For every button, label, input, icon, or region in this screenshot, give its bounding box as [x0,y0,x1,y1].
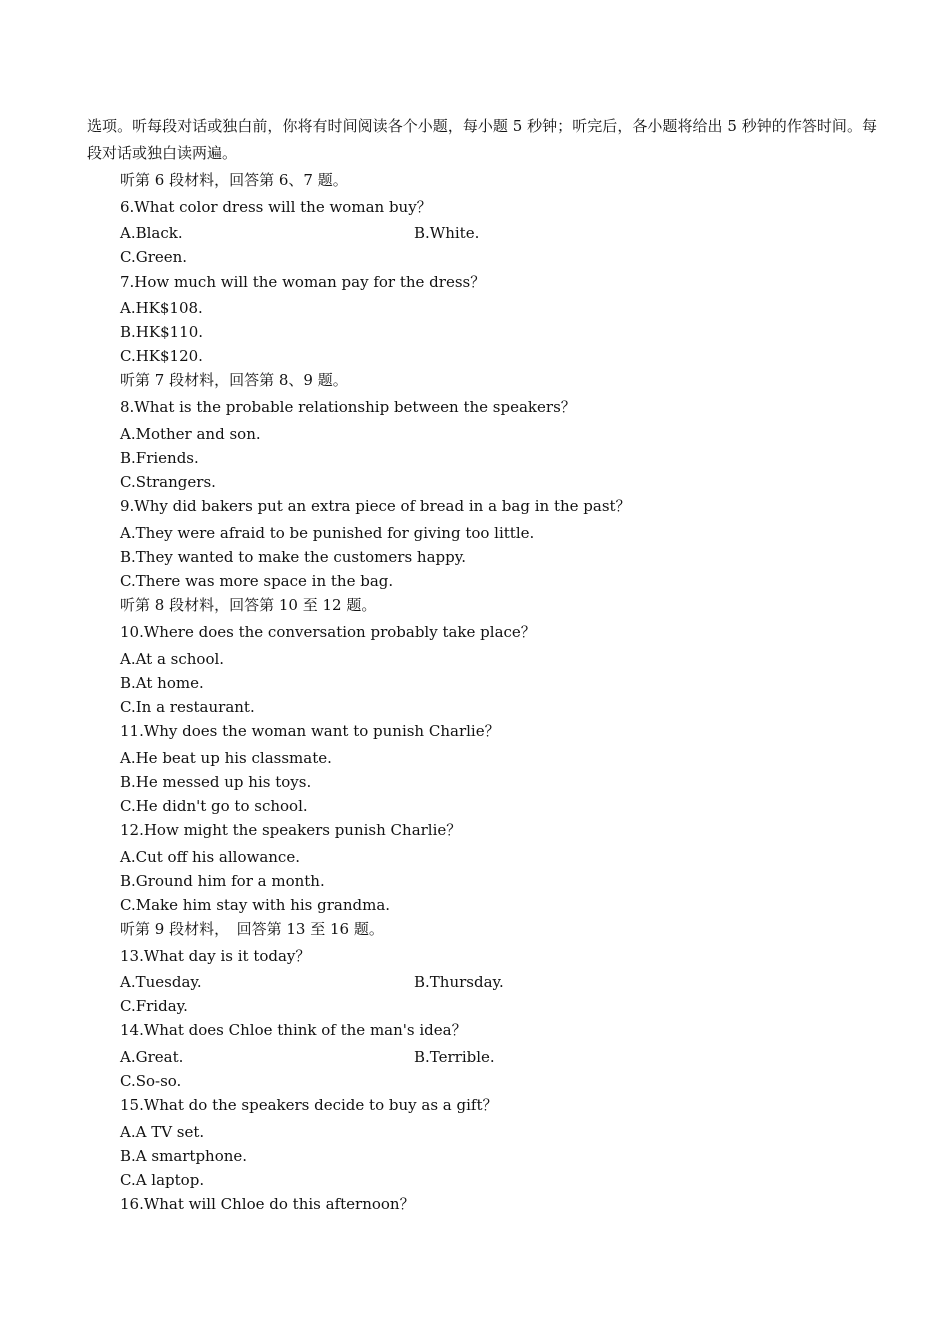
question-text: 7.How much will the woman pay for the dress？ [120,273,486,291]
section-heading: 听第 9 段材料， 回答第 13 至 16 题。 [120,920,384,938]
option-a: A.Cut off his allowance. [120,848,300,866]
question-text: 8.What is the probable relationship between the speakers？ [120,398,576,416]
question-text: 10.Where does the conversation probably take place？ [120,623,536,641]
section-heading: 听第 8 段材料，回答第 10 至 12 题。 [120,596,377,614]
option-c: C.So-so. [120,1072,182,1090]
option-a: A.They were afraid to be punished for giving too little. [120,524,535,542]
intro-paragraph: 选项。听每段对话或独白前，你将有时间阅读各个小题，每小题 5 秒钟；听完后，各小题将给出 5 秒钟的作答时间。每段对话或独白读两遍。 [87,117,877,162]
option-b: B.At home. [120,674,204,692]
question-text: 14.What does Chloe think of the man's idea？ [120,1021,467,1039]
option-c: C.HK$120. [120,347,203,365]
option-a: A.Black. [120,224,183,242]
option-a: A.Great. [120,1048,184,1066]
option-b: B.HK$110. [120,323,204,341]
section-heading: 听第 7 段材料，回答第 8、9 题。 [120,371,348,389]
option-c: C.In a restaurant. [120,698,255,716]
option-a: A.A TV set. [120,1123,205,1141]
option-c: C.Green. [120,248,188,266]
option-c: C.A laptop. [120,1171,205,1189]
option-c: C.Friday. [120,997,188,1015]
question-text: 6.What color dress will the woman buy？ [120,198,432,216]
question-text: 12.How might the speakers punish Charlie？ [120,821,462,839]
option-b: B.White. [414,224,480,242]
option-b: B.Ground him for a month. [120,872,325,890]
option-c: C.Strangers. [120,473,216,491]
option-a: A.He beat up his classmate. [120,749,332,767]
option-a: A.Mother and son. [120,425,261,443]
option-b: B.They wanted to make the customers happy. [120,548,466,566]
option-c: C.There was more space in the bag. [120,572,394,590]
option-b: B.Friends. [120,449,199,467]
question-text: 15.What do the speakers decide to buy as a gift？ [120,1096,498,1114]
question-text: 9.Why did bakers put an extra piece of bread in a bag in the past？ [120,497,631,515]
option-b: B.Terrible. [414,1048,495,1066]
option-a: A.Tuesday. [120,973,202,991]
section-heading: 听第 6 段材料，回答第 6、7 题。 [120,171,348,189]
question-text: 16.What will Chloe do this afternoon？ [120,1195,415,1213]
option-b: B.He messed up his toys. [120,773,312,791]
option-b: B.A smartphone. [120,1147,248,1165]
option-c: C.Make him stay with his grandma. [120,896,391,914]
question-text: 11.Why does the woman want to punish Charlie？ [120,722,500,740]
question-text: 13.What day is it today？ [120,947,311,965]
option-b: B.Thursday. [414,973,504,991]
option-a: A.HK$108. [120,299,203,317]
option-a: A.At a school. [120,650,225,668]
option-c: C.He didn't go to school. [120,797,308,815]
